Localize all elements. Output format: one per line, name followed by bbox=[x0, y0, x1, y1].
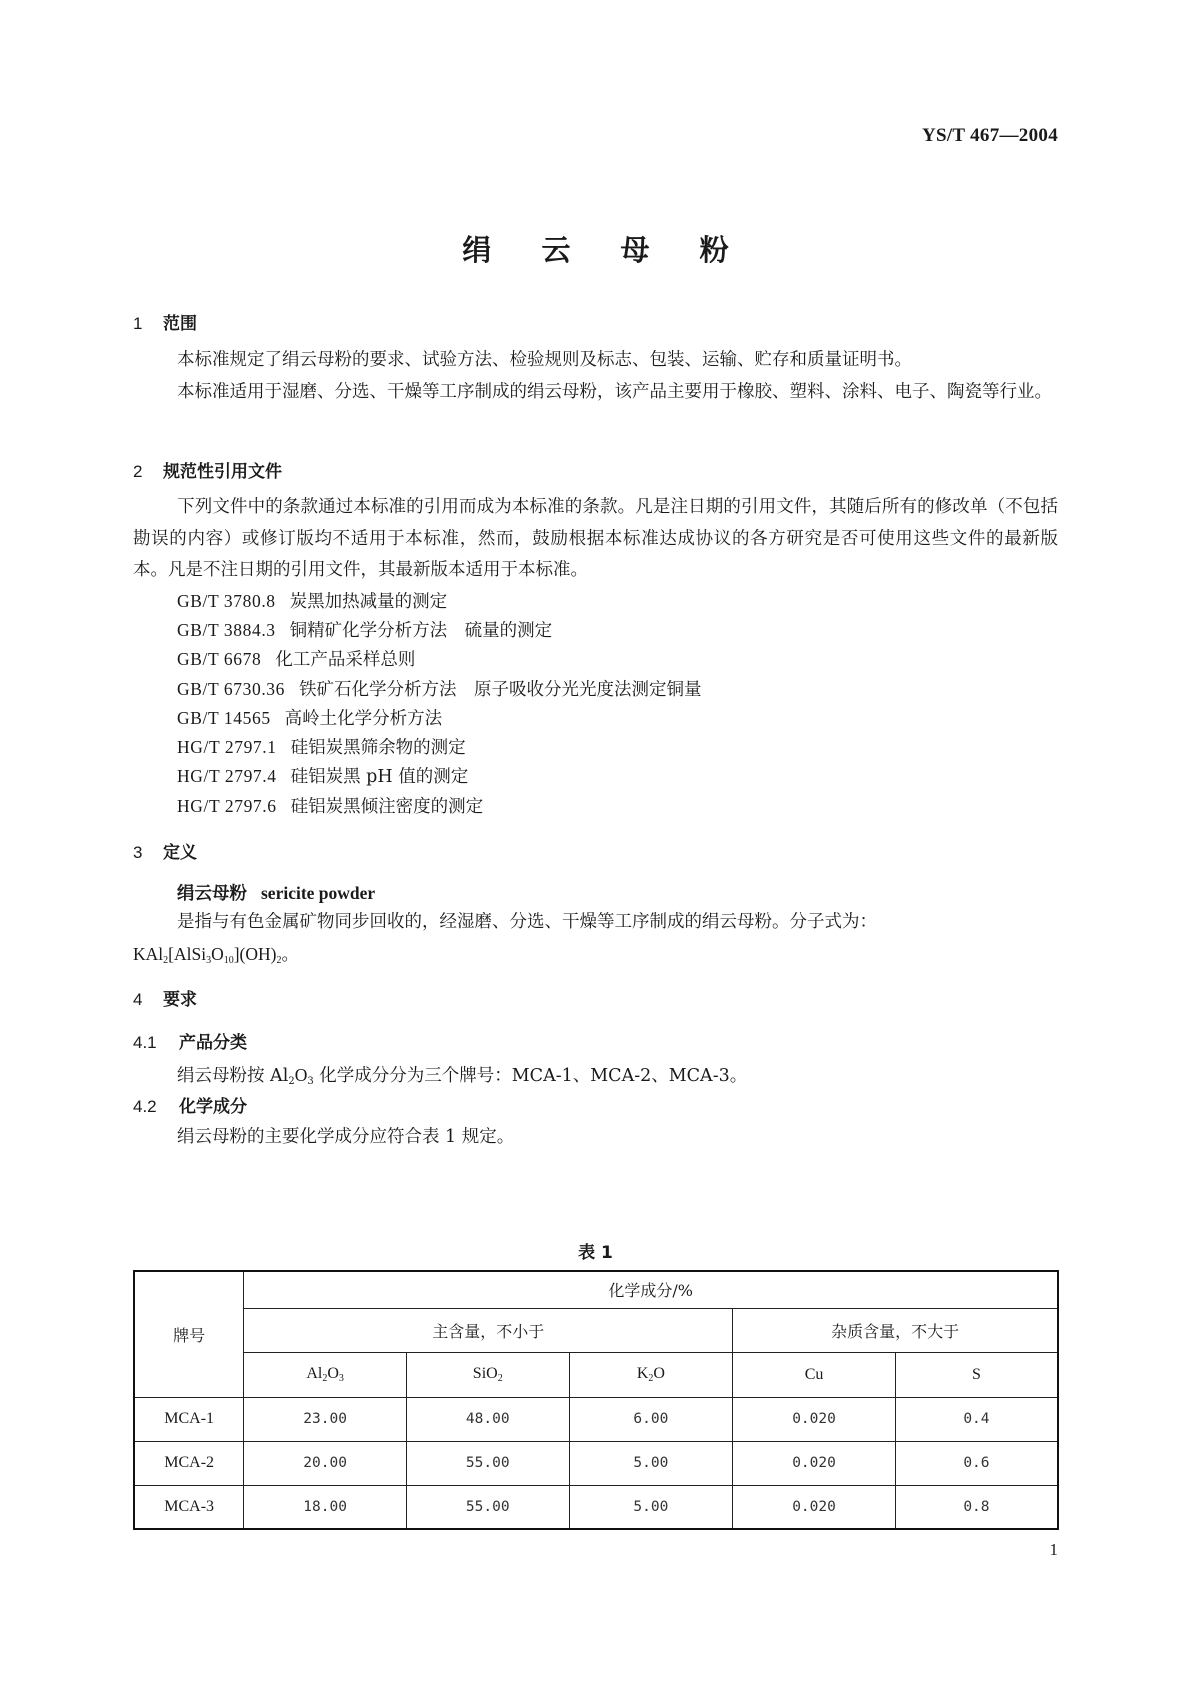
table-header-row bbox=[134, 1308, 1058, 1352]
k2o-column-header: $K_2O$ bbox=[569, 1352, 733, 1397]
reference-title: 炭黑加热减量的测定 bbox=[289, 592, 448, 612]
section-1-heading bbox=[133, 309, 197, 334]
value-cell: 55.00 bbox=[406, 1485, 569, 1529]
table-caption: 表 1 bbox=[578, 1243, 613, 1263]
reference-code: HG/T 2797.1 bbox=[177, 737, 277, 757]
main-content-header: 主含量，不小于 bbox=[244, 1308, 733, 1352]
section-title: 要求 bbox=[163, 990, 197, 1010]
reference-code: GB/T 6678 bbox=[177, 649, 262, 669]
section-number: 2 bbox=[133, 462, 143, 481]
reference-item bbox=[177, 588, 447, 613]
section-number: 3 bbox=[133, 843, 143, 862]
grade-header: 牌号 bbox=[134, 1271, 244, 1397]
reference-code: HG/T 2797.6 bbox=[177, 796, 277, 816]
value-cell: 0.4 bbox=[895, 1397, 1058, 1441]
reference-code: GB/T 14565 bbox=[177, 708, 271, 728]
document-title: 绢 云 母 粉 bbox=[462, 233, 749, 267]
sio2-column-header: SiO$_2$ bbox=[406, 1352, 569, 1397]
reference-title: 铜精矿化学分析方法 硫量的测定 bbox=[289, 621, 553, 641]
table-header-row bbox=[134, 1352, 1058, 1397]
reference-item bbox=[177, 676, 702, 701]
value-cell: 48.00 bbox=[406, 1397, 569, 1441]
section-number: 1 bbox=[133, 314, 143, 333]
section-number: 4.2 bbox=[133, 1097, 157, 1116]
reference-item bbox=[177, 705, 442, 730]
s-column-header: S bbox=[895, 1352, 1058, 1397]
section-title: 定义 bbox=[163, 843, 197, 863]
page-number: 1 bbox=[1049, 1540, 1058, 1559]
standard-code: YS/T 467—2004 bbox=[921, 125, 1058, 146]
chemical-composition-header: 化学成分/% bbox=[244, 1271, 1058, 1308]
value-cell: 23.00 bbox=[244, 1397, 407, 1441]
section-1-paragraph-2: 本标准适用于湿磨、分选、干燥等工序制成的绢云母粉，该产品主要用于橡胶、塑料、涂料、电子、陶瓷等行业。 bbox=[177, 382, 1052, 402]
table-row bbox=[134, 1441, 1058, 1485]
al2o3-column-header: $Al_2O_3$ bbox=[244, 1352, 407, 1397]
chemical-composition-table bbox=[133, 1270, 1059, 1530]
reference-title: 硅铝炭黑倾注密度的测定 bbox=[290, 797, 484, 817]
section-4-2-heading bbox=[133, 1092, 247, 1117]
reference-item bbox=[177, 793, 483, 818]
section-2-paragraph: 下列文件中的条款通过本标准的引用而成为本标准的条款。凡是注日期的引用文件，其随后所有的修改单（不包括勘误的内容）或修订版均不适用于本标准，然而，鼓励根据本标准达成协议的各方研究是否可使用这些文件的最新版本。凡是不注日期的引用文件，其最新版本适用于本标准。 bbox=[133, 497, 1058, 580]
table-row bbox=[134, 1397, 1058, 1441]
value-cell: 5.00 bbox=[569, 1441, 733, 1485]
value-cell: 18.00 bbox=[244, 1485, 407, 1529]
grade-cell: MCA-3 bbox=[134, 1485, 244, 1529]
value-cell: 0.020 bbox=[733, 1485, 896, 1529]
reference-item bbox=[177, 646, 415, 671]
section-title: 产品分类 bbox=[179, 1033, 247, 1053]
reference-code: GB/T 3884.3 bbox=[177, 620, 276, 640]
section-2-heading bbox=[133, 457, 282, 482]
term-entry bbox=[177, 880, 375, 905]
table-row bbox=[134, 1485, 1058, 1529]
section-title: 化学成分 bbox=[179, 1097, 247, 1117]
table-header-row bbox=[134, 1271, 1058, 1308]
section-number: 4.1 bbox=[133, 1033, 157, 1052]
value-cell: 5.00 bbox=[569, 1485, 733, 1529]
term-chinese: 绢云母粉 bbox=[177, 884, 247, 904]
value-cell: 55.00 bbox=[406, 1441, 569, 1485]
section-3-heading bbox=[133, 838, 197, 863]
grade-cell: MCA-2 bbox=[134, 1441, 244, 1485]
term-english: sericite powder bbox=[261, 883, 376, 903]
section-1-paragraph-1: 本标准规定了绢云母粉的要求、试验方法、检验规则及标志、包装、运输、贮存和质量证明书。 bbox=[177, 350, 912, 370]
value-cell: 6.00 bbox=[569, 1397, 733, 1441]
impurity-content-header: 杂质含量，不大于 bbox=[733, 1308, 1058, 1352]
section-title: 范围 bbox=[163, 314, 197, 334]
reference-item bbox=[177, 763, 468, 788]
reference-item bbox=[177, 734, 466, 759]
section-4-heading bbox=[133, 985, 197, 1010]
reference-title: 硅铝炭黑筛余物的测定 bbox=[290, 738, 466, 758]
reference-title: 高岭土化学分析方法 bbox=[284, 709, 443, 729]
reference-title: 铁矿石化学分析方法 原子吸收分光光度法测定铜量 bbox=[299, 680, 702, 700]
cu-column-header: Cu bbox=[733, 1352, 896, 1397]
reference-code: GB/T 3780.8 bbox=[177, 591, 276, 611]
definition-text: 是指与有色金属矿物同步回收的，经湿磨、分选、干燥等工序制成的绢云母粉。分子式为： $KAl_2[AlSi_3O_{10}](OH)_2$。 bbox=[133, 912, 877, 966]
value-cell: 0.8 bbox=[895, 1485, 1058, 1529]
molecular-formula: $KAl_2[AlSi_3O_{10}](OH)_2$。 bbox=[133, 943, 299, 966]
value-cell: 20.00 bbox=[244, 1441, 407, 1485]
reference-title: 化工产品采样总则 bbox=[275, 650, 416, 670]
section-number: 4 bbox=[133, 990, 143, 1009]
section-4-1-text: 绢云母粉按 $Al_2O_3$ 化学成分分为三个牌号：MCA-1、MCA-2、MCA-3。 bbox=[177, 1065, 748, 1087]
reference-code: HG/T 2797.4 bbox=[177, 766, 277, 786]
section-title: 规范性引用文件 bbox=[163, 462, 282, 482]
value-cell: 0.020 bbox=[733, 1441, 896, 1485]
grade-cell: MCA-1 bbox=[134, 1397, 244, 1441]
section-4-2-text: 绢云母粉的主要化学成分应符合表 1 规定。 bbox=[177, 1127, 515, 1147]
reference-code: GB/T 6730.36 bbox=[177, 679, 285, 699]
value-cell: 0.6 bbox=[895, 1441, 1058, 1485]
value-cell: 0.020 bbox=[733, 1397, 896, 1441]
section-4-1-heading bbox=[133, 1028, 247, 1053]
reference-item bbox=[177, 617, 552, 642]
reference-title: 硅铝炭黑 pH 值的测定 bbox=[290, 767, 469, 787]
